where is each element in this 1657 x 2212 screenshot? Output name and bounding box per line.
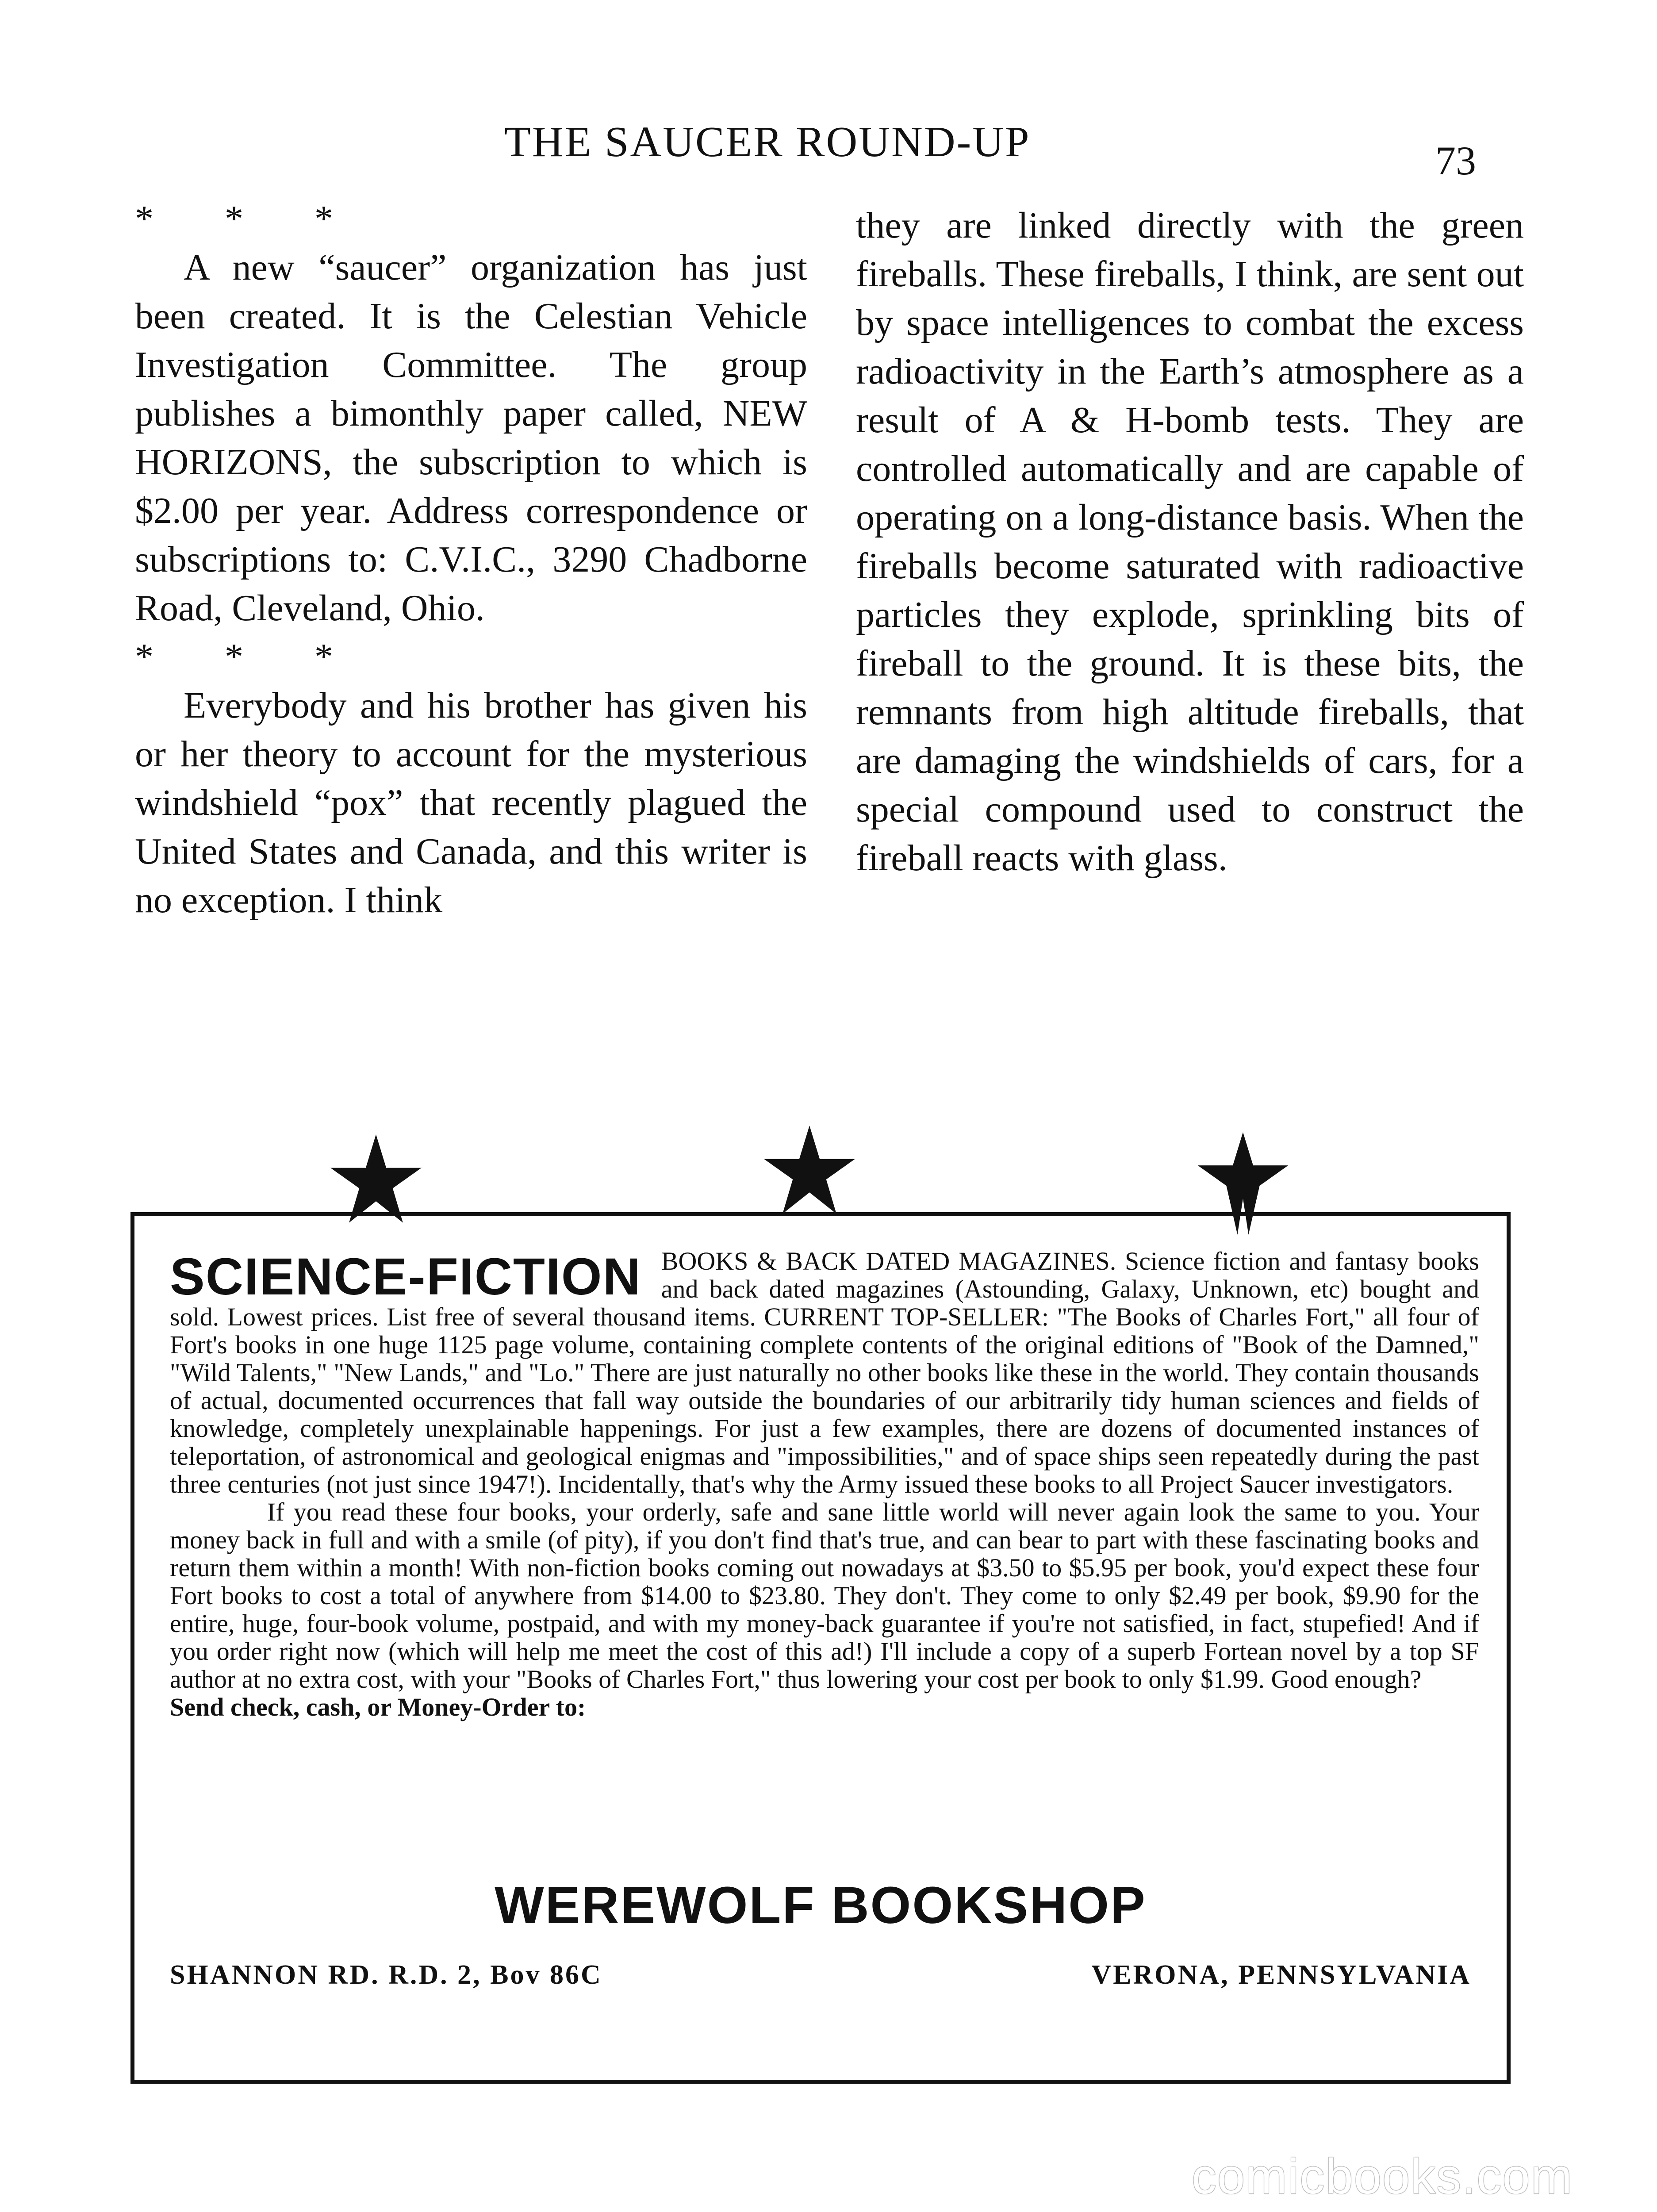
advertisement-paragraph: BOOKS & BACK DATED MAGAZINES. Science fiction and fantasy books and back dated magazines (Astounding, Galaxy, Unknown, etc) bought and sold. Lowest prices. List free of several thousand items. CURRENT TOP-SELLER: "The Books of Charles Fort," all four of Fort's books in one huge 1125 page volume, containing complete contents of the original editions of "Book of the Damned," "Wild Talents," "New Lands," and "Lo." There are just naturally no other books like these in the world. They contain thousands of actual, documented occurrences that fall way outside the boundaries of our arbitrarily tidy human sciences and fields of knowledge, completely unexplainable happenings. For just a few examples, there are dozens of documented instances of teleportation, of astronomical and geological enigmas and "impossibilities," and of space ships seen repeatedly during the past three centuries (not just since 1947!). Incidentally, that's why the Army issued these books to all Project Saucer investigators.	[170, 1247, 1479, 1498]
right-column	[856, 201, 1524, 883]
article-paragraph: they are linked directly with the green fireballs. These fireballs, I think, are sent out by space intelligences to combat the excess radioactivity in the Earth’s atmosphere as a result of A & H-bomb tests. They are controlled automatically and are capable of operating on a long-distance basis. When the fireballs become saturated with radioactive particles they explode, sprinkling bits of fireball to the ground. It is these bits, the remnants from high altitude fireballs, that are damaging the windshields of cars, for a special compound used to construct the fireball reacts with glass.	[856, 205, 1524, 879]
asterism-separator: * * *	[135, 636, 364, 677]
running-head: THE SAUCER ROUND-UP	[504, 118, 1031, 166]
advertisement-paragraph: If you read these four books, your orderly, safe and sane little world will never again look the same to you. Your money back in full and with a smile (of pity), if you don't find that's true, and can bear to part with these fascinating books and return them within a month! With non-fiction books coming out nowadays at $3.50 to $5.95 per book, you'd expect these four Fort books to cost a total of anywhere from $14.00 to $23.80. They don't. They come to only $2.49 per book, $9.90 for the entire, huge, four-book volume, postpaid, and with my money-back guarantee if you're not satisfied, in fact, stupefied! And if you order right now (which will help me meet the cost of this ad!) I'll include a copy of a superb Fortean novel by a top SF author at no extra cost, with your "Books of Charles Fort," thus lowering your cost per book to only $1.99. Good enough?	[170, 1498, 1479, 1694]
shop-city-state: VERONA, PENNSYLVANIA	[1091, 1960, 1471, 1990]
asterism-separator: * * *	[135, 198, 364, 239]
shop-street-address: SHANNON RD. R.D. 2, Bov 86C	[170, 1960, 602, 1990]
advertisement-headline: SCIENCE-FICTION	[170, 1248, 641, 1306]
star-icon	[330, 1133, 422, 1225]
article-paragraph: A new “saucer” organization has just been created. It is the Celestian Vehicle Investigation Committee. The group publishes a bimonthly paper called, NEW HORIZONS, the subscription to which is $2.00 per year. Address correspondence or subscriptions to: C.V.I.C., 3290 Chadborne Road, Cleveland, Ohio.	[135, 247, 807, 629]
left-column	[135, 195, 807, 925]
advertisement-send-line: Send check, cash, or Money-Order to:	[170, 1693, 586, 1721]
star-icon	[763, 1124, 856, 1217]
shop-name: WEREWOLF BOOKSHOP	[495, 1876, 1147, 1935]
page-number: 73	[1435, 138, 1476, 183]
advertisement-box	[130, 1212, 1511, 2084]
article-paragraph: Everybody and his brother has given his or her theory to account for the mysterious windshield “pox” that recently plagued the United States and Canada, and this writer is no exception. I think	[135, 685, 807, 921]
advertisement-body	[170, 1247, 1479, 1721]
watermark: comicbooks.com	[1191, 2149, 1573, 2204]
